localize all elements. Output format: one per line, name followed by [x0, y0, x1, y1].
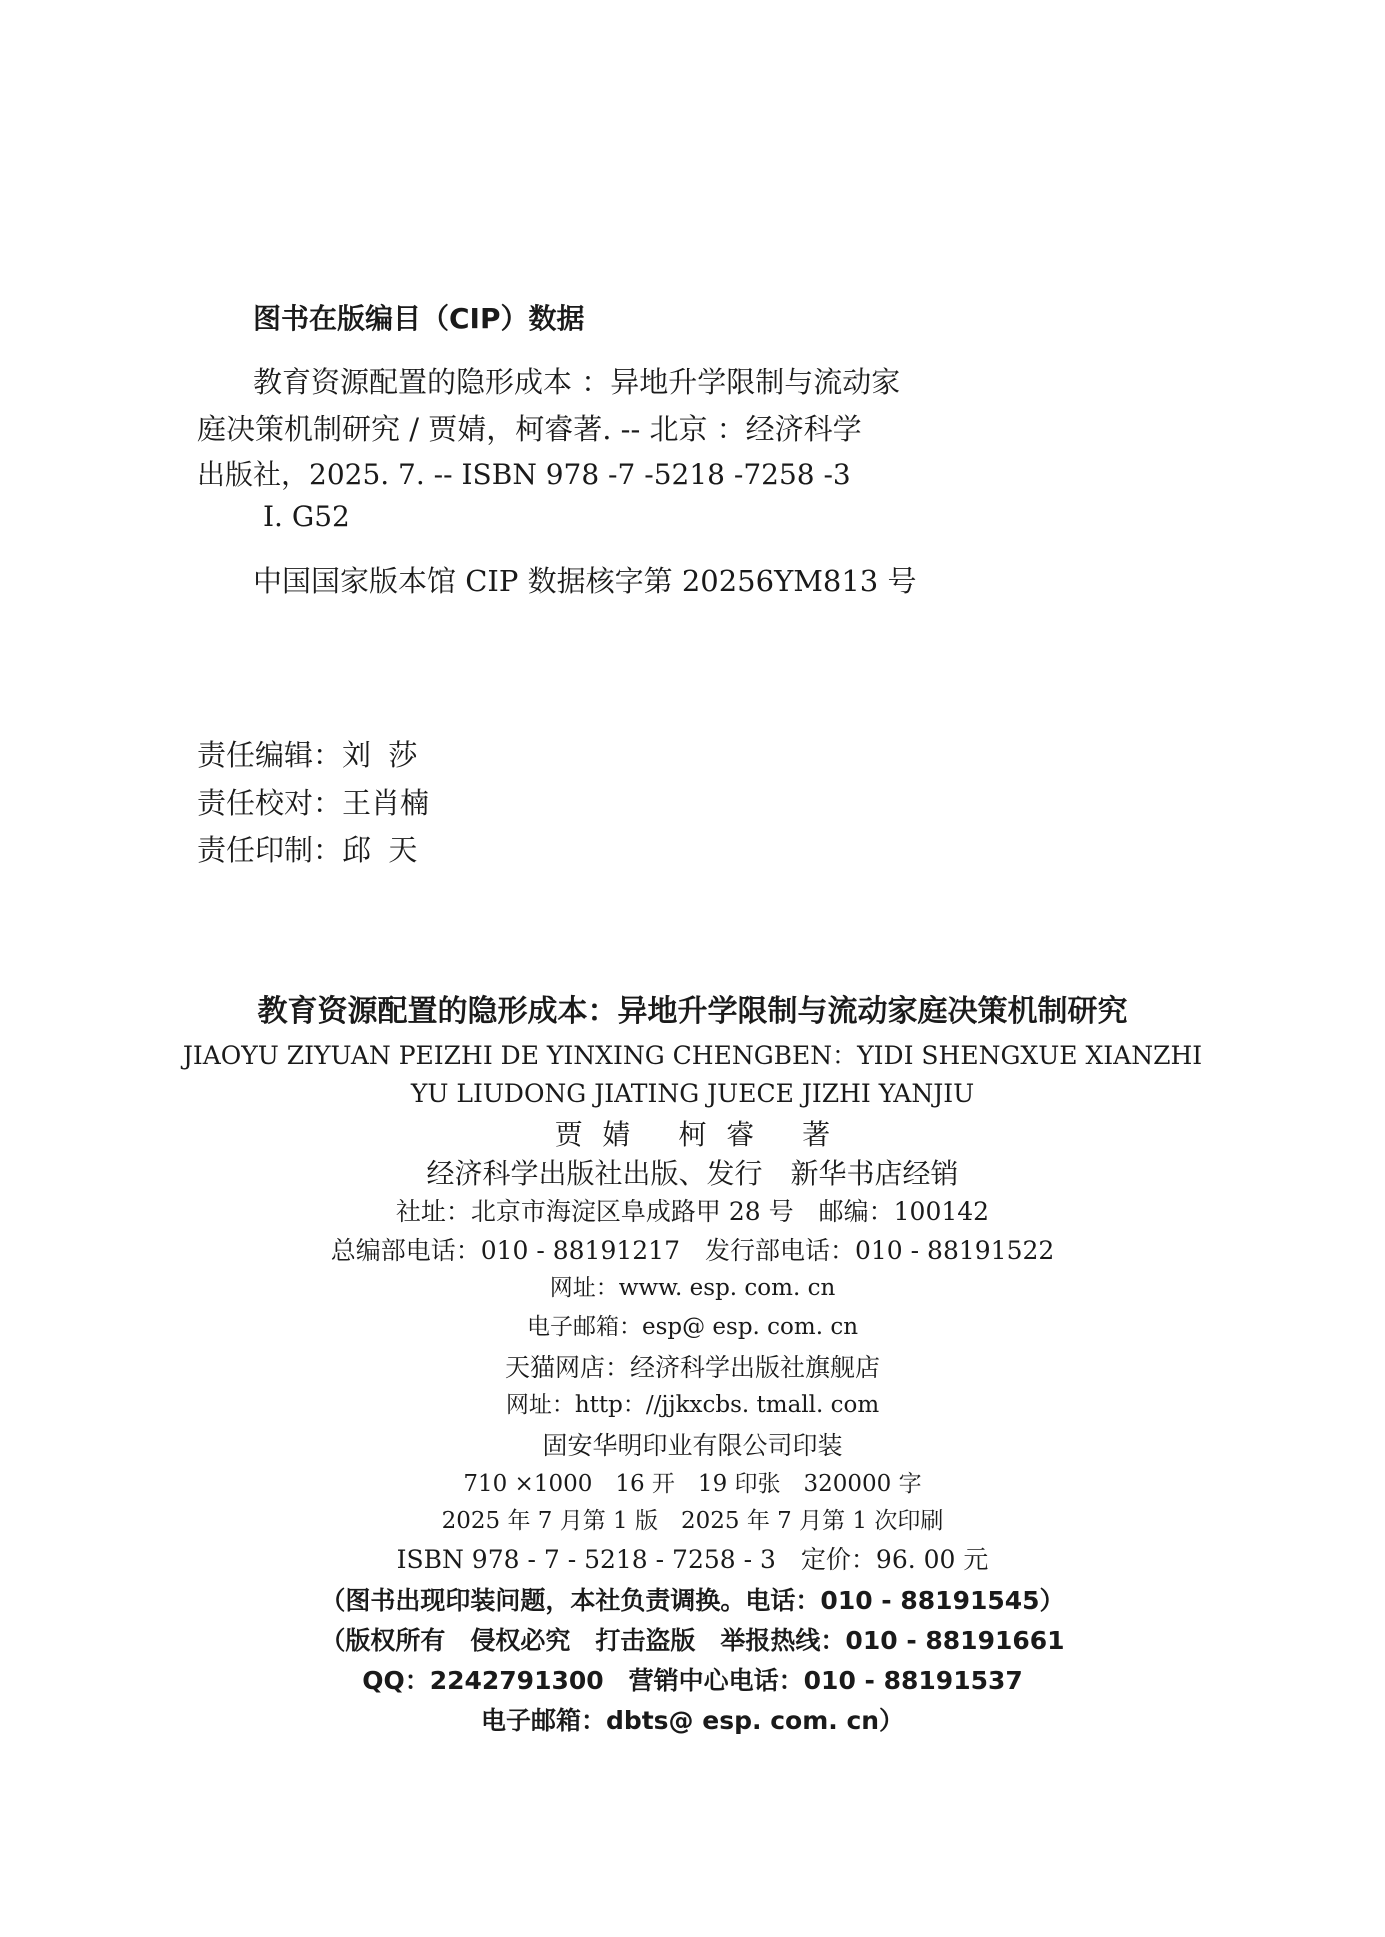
publisher-website: 网址：www. esp. com. cn	[549, 1275, 836, 1301]
credit-editor-name: 刘莎	[342, 738, 435, 772]
edition-info: 2025 年 7 月第 1 版 2025 年 7 月第 1 次印刷	[441, 1508, 944, 1534]
print-issue-notice: （图书出现印装问题，本社负责调换。电话：010 - 88191545）	[320, 1586, 1065, 1615]
qq-marketing-phone: QQ：2242791300 营销中心电话：010 - 88191537	[362, 1666, 1023, 1695]
cip-heading: 图书在版编目（CIP）数据	[253, 302, 585, 335]
credit-printing	[197, 828, 452, 869]
book-title-pinyin-2: YU LIUDONG JIATING JUECE JIZHI YANJIU	[410, 1079, 975, 1108]
copyright-notice: （版权所有 侵权必究 打击盗版 举报热线：010 - 88191661	[320, 1626, 1065, 1655]
printer: 固安华明印业有限公司印装	[542, 1431, 843, 1460]
publisher-line: 经济科学出版社出版、发行 新华书店经销	[426, 1157, 959, 1190]
credit-printing-name: 邱天	[342, 833, 435, 867]
credit-editor-label: 责任编辑：	[197, 738, 343, 772]
publisher-address: 社址：北京市海淀区阜成路甲 28 号 邮编：100142	[395, 1197, 990, 1226]
isbn-price: ISBN 978 - 7 - 5218 - 7258 - 3 定价：96. 00 元	[396, 1545, 989, 1574]
credit-printing-label: 责任印制：	[197, 833, 343, 867]
cip-record-line-1: 教育资源配置的隐形成本 ：异地升学限制与流动家	[253, 365, 901, 399]
book-title: 教育资源配置的隐形成本：异地升学限制与流动家庭决策机制研究	[257, 994, 1128, 1029]
credit-editor	[197, 733, 452, 774]
tmall-website: 网址：http：//jjkxcbs. tmall. com	[505, 1392, 880, 1418]
report-email: 电子邮箱：dbts@ esp. com. cn）	[480, 1706, 905, 1735]
publisher-email: 电子邮箱：esp@ esp. com. cn	[526, 1314, 859, 1340]
credit-proofreader-label: 责任校对：	[197, 786, 343, 820]
tmall-store: 天猫网店：经济科学出版社旗舰店	[504, 1353, 880, 1382]
credit-proofreader-name: 王肖楠	[342, 786, 430, 820]
cip-record-line-3: 出版社，2025. 7. -- ISBN 978 -7 -5218 -7258 -3	[197, 458, 851, 491]
publisher-phones: 总编部电话：010 - 88191217 发行部电话：010 - 88191522	[330, 1236, 1055, 1265]
book-authors: 贾婧 柯睿 著	[554, 1118, 850, 1151]
print-specs: 710 ×1000 16 开 19 印张 320000 字	[463, 1471, 922, 1497]
cip-classification: Ⅰ. G52	[263, 500, 350, 533]
credit-proofreader	[197, 781, 429, 822]
book-title-pinyin-1: JIAOYU ZIYUAN PEIZHI DE YINXING CHENGBEN：YIDI SHENGXUE XIANZHI	[182, 1041, 1203, 1070]
cip-record-line-2: 庭决策机制研究 / 贾婧，柯睿著. -- 北京 ：经济科学	[197, 412, 862, 446]
cip-registration-number: 中国国家版本馆 CIP 数据核字第 20256YM813 号	[253, 564, 917, 598]
